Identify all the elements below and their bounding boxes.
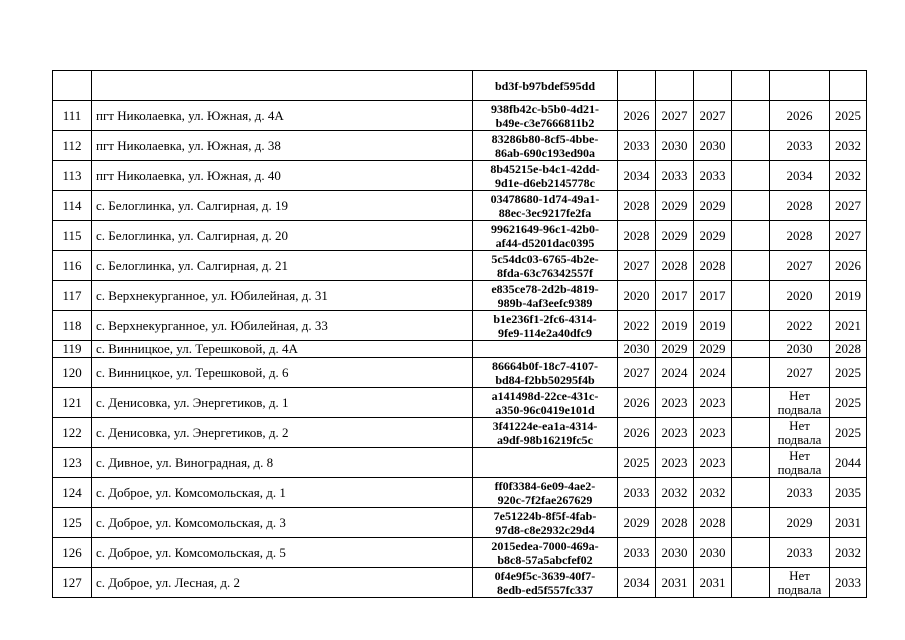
building-id-cell: [473, 191, 618, 221]
building-id-line: 86664b0f-18c7-4107-: [492, 358, 598, 373]
year-cell-6: 2025: [830, 101, 867, 131]
year-cell-1: 2034: [618, 161, 656, 191]
table-row: [53, 161, 867, 191]
address-cell: с. Дивное, ул. Виноградная, д. 8: [92, 448, 473, 478]
row-number-cell: 115: [53, 221, 92, 251]
year-cell-1: 2028: [618, 191, 656, 221]
building-id-line: a350-96c0419e101d: [495, 402, 595, 417]
building-id-cell: [473, 358, 618, 388]
year-cell-1: 2026: [618, 388, 656, 418]
year-cell-2: 2032: [656, 478, 694, 508]
year-cell-2: 2030: [656, 131, 694, 161]
year-cell-3: 2029: [694, 221, 732, 251]
address-cell: [92, 71, 473, 101]
building-id-line: 0f4e9f5c-3639-40f7-: [494, 568, 596, 583]
year-cell-6: 2027: [830, 221, 867, 251]
year-cell-4: [732, 568, 770, 598]
year-cell-6: 2032: [830, 131, 867, 161]
row-number-cell: 111: [53, 101, 92, 131]
table-row: [53, 281, 867, 311]
year-cell-3: 2028: [694, 251, 732, 281]
year-cell-6: 2021: [830, 311, 867, 341]
year-cell-1: 2027: [618, 358, 656, 388]
year-cell-2: 2028: [656, 251, 694, 281]
year-cell-3: 2033: [694, 161, 732, 191]
building-id-line: 9d1e-d6eb2145778c: [495, 175, 595, 190]
building-id-cell: [473, 311, 618, 341]
building-id-line: 88ec-3ec9217fe2fa: [498, 205, 592, 220]
year-cell-4: [732, 191, 770, 221]
table-row: [53, 568, 867, 598]
basement-year-cell: [770, 418, 830, 448]
address-cell: пгт Николаевка, ул. Южная, д. 38: [92, 131, 473, 161]
row-number-cell: 116: [53, 251, 92, 281]
year-cell-6: 2028: [830, 341, 867, 358]
table-row: [53, 71, 867, 101]
year-cell-1: 2022: [618, 311, 656, 341]
year-cell-6: 2032: [830, 161, 867, 191]
year-cell-3: 2031: [694, 568, 732, 598]
year-cell-2: 2023: [656, 418, 694, 448]
year-cell-2: 2029: [656, 191, 694, 221]
year-cell-3: 2030: [694, 131, 732, 161]
year-cell-4: [732, 71, 770, 101]
table-row: [53, 221, 867, 251]
year-cell-2: 2023: [656, 448, 694, 478]
row-number-cell: 119: [53, 341, 92, 358]
building-id-line: 938fb42c-b5b0-4d21-: [490, 101, 599, 116]
building-id-cell: [473, 161, 618, 191]
year-cell-2: 2028: [656, 508, 694, 538]
year-cell-1: 2033: [618, 131, 656, 161]
building-id-cell: [473, 71, 618, 101]
basement-year-cell: [770, 101, 830, 131]
basement-year-line: 2020: [786, 287, 813, 303]
table-row: [53, 341, 867, 358]
address-cell: с. Денисовка, ул. Энергетиков, д. 1: [92, 388, 473, 418]
year-cell-1: 2026: [618, 101, 656, 131]
building-id-cell: [473, 251, 618, 281]
building-id-cell: [473, 508, 618, 538]
year-cell-1: 2033: [618, 478, 656, 508]
year-cell-4: [732, 388, 770, 418]
building-id-line: 86ab-690c193ed90a: [495, 145, 595, 160]
table-row: [53, 538, 867, 568]
basement-year-cell: [770, 251, 830, 281]
building-id-cell: [473, 131, 618, 161]
address-cell: с. Белоглинка, ул. Салгирная, д. 21: [92, 251, 473, 281]
building-id-line: b8c8-57a5abcfef02: [497, 552, 593, 567]
basement-year-cell: [770, 131, 830, 161]
basement-year-line: подвала: [777, 431, 822, 447]
buildings-table: [52, 70, 867, 598]
year-cell-6: 2044: [830, 448, 867, 478]
year-cell-3: 2023: [694, 418, 732, 448]
building-id-cell: [473, 448, 618, 478]
basement-year-cell: [770, 71, 830, 101]
row-number-cell: 113: [53, 161, 92, 191]
basement-year-line: 2028: [786, 227, 813, 243]
year-cell-2: 2029: [656, 341, 694, 358]
address-cell: с. Винницкое, ул. Терешковой, д. 4А: [92, 341, 473, 358]
building-id-line: 9fe9-114e2a40dfc9: [498, 325, 592, 340]
year-cell-1: 2026: [618, 418, 656, 448]
building-id-line: 2015edea-7000-469a-: [491, 538, 599, 553]
address-cell: с. Винницкое, ул. Терешковой, д. 6: [92, 358, 473, 388]
row-number-cell: 121: [53, 388, 92, 418]
basement-year-line: 2030: [786, 341, 813, 356]
row-number-cell: 124: [53, 478, 92, 508]
row-number-cell: 122: [53, 418, 92, 448]
year-cell-4: [732, 101, 770, 131]
year-cell-4: [732, 418, 770, 448]
year-cell-3: 2028: [694, 508, 732, 538]
year-cell-1: 2029: [618, 508, 656, 538]
year-cell-6: 2025: [830, 388, 867, 418]
building-id-line: a9df-98b16219fc5c: [497, 432, 593, 447]
basement-year-line: 2028: [786, 197, 813, 213]
building-id-line: 8b45215e-b4c1-42dd-: [490, 161, 600, 176]
year-cell-3: 2032: [694, 478, 732, 508]
building-id-line: bd84-f2bb50295f4b: [495, 372, 595, 387]
building-id-line: b1e236f1-2fc6-4314-: [493, 311, 597, 326]
building-id-line: 920c-7f2fae267629: [497, 492, 593, 507]
year-cell-6: 2032: [830, 538, 867, 568]
year-cell-4: [732, 251, 770, 281]
year-cell-3: 2029: [694, 191, 732, 221]
year-cell-1: 2020: [618, 281, 656, 311]
address-cell: с. Доброе, ул. Лесная, д. 2: [92, 568, 473, 598]
year-cell-4: [732, 131, 770, 161]
table-row: [53, 478, 867, 508]
address-cell: с. Белоглинка, ул. Салгирная, д. 20: [92, 221, 473, 251]
year-cell-2: [656, 71, 694, 101]
basement-year-line: подвала: [777, 581, 822, 597]
year-cell-1: 2027: [618, 251, 656, 281]
building-id-line: 03478680-1d74-49a1-: [490, 191, 600, 206]
basement-year-cell: [770, 448, 830, 478]
year-cell-4: [732, 221, 770, 251]
basement-year-line: Нет: [789, 387, 810, 403]
year-cell-1: 2028: [618, 221, 656, 251]
address-cell: пгт Николаевка, ул. Южная, д. 40: [92, 161, 473, 191]
year-cell-6: 2025: [830, 358, 867, 388]
row-number-cell: 114: [53, 191, 92, 221]
year-cell-3: 2024: [694, 358, 732, 388]
table-row: [53, 311, 867, 341]
year-cell-1: 2030: [618, 341, 656, 358]
year-cell-6: 2031: [830, 508, 867, 538]
year-cell-2: 2033: [656, 161, 694, 191]
address-cell: с. Доброе, ул. Комсомольская, д. 3: [92, 508, 473, 538]
table-row: [53, 191, 867, 221]
year-cell-2: 2029: [656, 221, 694, 251]
year-cell-4: [732, 538, 770, 568]
basement-year-line: 2027: [786, 257, 813, 273]
year-cell-4: [732, 358, 770, 388]
row-number-cell: 123: [53, 448, 92, 478]
year-cell-1: [618, 71, 656, 101]
building-id-line: b49e-c3e7666811b2: [495, 115, 595, 130]
basement-year-line: 2029: [786, 514, 813, 530]
basement-year-cell: [770, 311, 830, 341]
building-id-cell: [473, 341, 618, 358]
basement-year-line: подвала: [777, 401, 822, 417]
year-cell-4: [732, 478, 770, 508]
address-cell: с. Доброе, ул. Комсомольская, д. 1: [92, 478, 473, 508]
basement-year-line: 2033: [786, 484, 813, 500]
building-id-line: 7e51224b-8f5f-4fab-: [493, 508, 597, 523]
year-cell-2: 2024: [656, 358, 694, 388]
building-id-cell: [473, 221, 618, 251]
row-number-cell: 112: [53, 131, 92, 161]
row-number-cell: 120: [53, 358, 92, 388]
year-cell-3: 2023: [694, 388, 732, 418]
year-cell-2: 2027: [656, 101, 694, 131]
basement-year-line: 2022: [786, 317, 813, 333]
basement-year-line: Нет: [789, 447, 810, 463]
basement-year-cell: [770, 568, 830, 598]
year-cell-3: [694, 71, 732, 101]
year-cell-3: 2030: [694, 538, 732, 568]
building-id-cell: [473, 568, 618, 598]
row-number-cell: 127: [53, 568, 92, 598]
address-cell: с. Белоглинка, ул. Салгирная, д. 19: [92, 191, 473, 221]
year-cell-4: [732, 508, 770, 538]
address-cell: с. Денисовка, ул. Энергетиков, д. 2: [92, 418, 473, 448]
basement-year-line: 2033: [786, 137, 813, 153]
year-cell-6: 2025: [830, 418, 867, 448]
year-cell-4: [732, 161, 770, 191]
basement-year-cell: [770, 281, 830, 311]
basement-year-line: 2034: [786, 167, 813, 183]
year-cell-3: 2027: [694, 101, 732, 131]
year-cell-6: 2033: [830, 568, 867, 598]
basement-year-line: подвала: [777, 461, 822, 477]
year-cell-3: 2023: [694, 448, 732, 478]
table-row: [53, 101, 867, 131]
table-row: [53, 508, 867, 538]
building-id-line: 99621649-96c1-42b0-: [491, 221, 599, 236]
year-cell-2: 2031: [656, 568, 694, 598]
table-body: [53, 71, 867, 598]
building-id-line: af44-d5201dac0395: [495, 235, 595, 250]
building-id-line: 8edb-ed5f557fc337: [497, 582, 593, 597]
year-cell-2: 2017: [656, 281, 694, 311]
year-cell-2: 2023: [656, 388, 694, 418]
building-id-line: ff0f3384-6e09-4ae2-: [494, 478, 596, 493]
table-row: [53, 251, 867, 281]
building-id-line: 5c54dc03-6765-4b2e-: [491, 251, 599, 266]
basement-year-cell: [770, 341, 830, 358]
basement-year-cell: [770, 508, 830, 538]
building-id-line: a141498d-22ce-431c-: [491, 388, 599, 403]
year-cell-3: 2019: [694, 311, 732, 341]
year-cell-2: 2019: [656, 311, 694, 341]
address-cell: с. Верхнекурганное, ул. Юбилейная, д. 33: [92, 311, 473, 341]
basement-year-cell: [770, 161, 830, 191]
year-cell-1: 2025: [618, 448, 656, 478]
building-id-cell: [473, 388, 618, 418]
building-id-cell: [473, 478, 618, 508]
year-cell-2: 2030: [656, 538, 694, 568]
year-cell-4: [732, 311, 770, 341]
basement-year-line: 2027: [786, 364, 813, 380]
building-id-line: 8fda-63c76342557f: [497, 265, 593, 280]
year-cell-6: 2035: [830, 478, 867, 508]
building-id-line: 3f41224e-ea1a-4314-: [492, 418, 598, 433]
building-id-cell: [473, 101, 618, 131]
basement-year-cell: [770, 358, 830, 388]
address-cell: пгт Николаевка, ул. Южная, д. 4А: [92, 101, 473, 131]
year-cell-4: [732, 341, 770, 358]
building-id-line: 83286b80-8cf5-4bbe-: [491, 131, 599, 146]
building-id-line: bd3f-b97bdef595dd: [494, 78, 596, 93]
building-id-line: 97d8-c8e2932c29d4: [495, 522, 595, 537]
basement-year-line: 2033: [786, 544, 813, 560]
address-cell: с. Верхнекурганное, ул. Юбилейная, д. 31: [92, 281, 473, 311]
row-number-cell: 117: [53, 281, 92, 311]
table-row: [53, 131, 867, 161]
table-row: [53, 448, 867, 478]
building-id-cell: [473, 281, 618, 311]
year-cell-3: 2029: [694, 341, 732, 358]
year-cell-6: [830, 71, 867, 101]
address-cell: с. Доброе, ул. Комсомольская, д. 5: [92, 538, 473, 568]
building-id-cell: [473, 538, 618, 568]
year-cell-3: 2017: [694, 281, 732, 311]
year-cell-6: 2019: [830, 281, 867, 311]
table-row: [53, 418, 867, 448]
row-number-cell: [53, 71, 92, 101]
basement-year-cell: [770, 478, 830, 508]
building-id-cell: [473, 418, 618, 448]
year-cell-4: [732, 281, 770, 311]
basement-year-line: Нет: [789, 417, 810, 433]
year-cell-1: 2034: [618, 568, 656, 598]
building-id-line: e835ce78-2d2b-4819-: [491, 281, 599, 296]
row-number-cell: 118: [53, 311, 92, 341]
basement-year-cell: [770, 221, 830, 251]
basement-year-line: 2026: [786, 107, 813, 123]
table-row: [53, 388, 867, 418]
building-id-line: 989b-4af3eefc9389: [497, 295, 593, 310]
year-cell-6: 2026: [830, 251, 867, 281]
basement-year-cell: [770, 191, 830, 221]
table-row: [53, 358, 867, 388]
year-cell-6: 2027: [830, 191, 867, 221]
basement-year-cell: [770, 538, 830, 568]
year-cell-4: [732, 448, 770, 478]
row-number-cell: 126: [53, 538, 92, 568]
year-cell-1: 2033: [618, 538, 656, 568]
row-number-cell: 125: [53, 508, 92, 538]
basement-year-line: Нет: [789, 567, 810, 583]
basement-year-cell: [770, 388, 830, 418]
